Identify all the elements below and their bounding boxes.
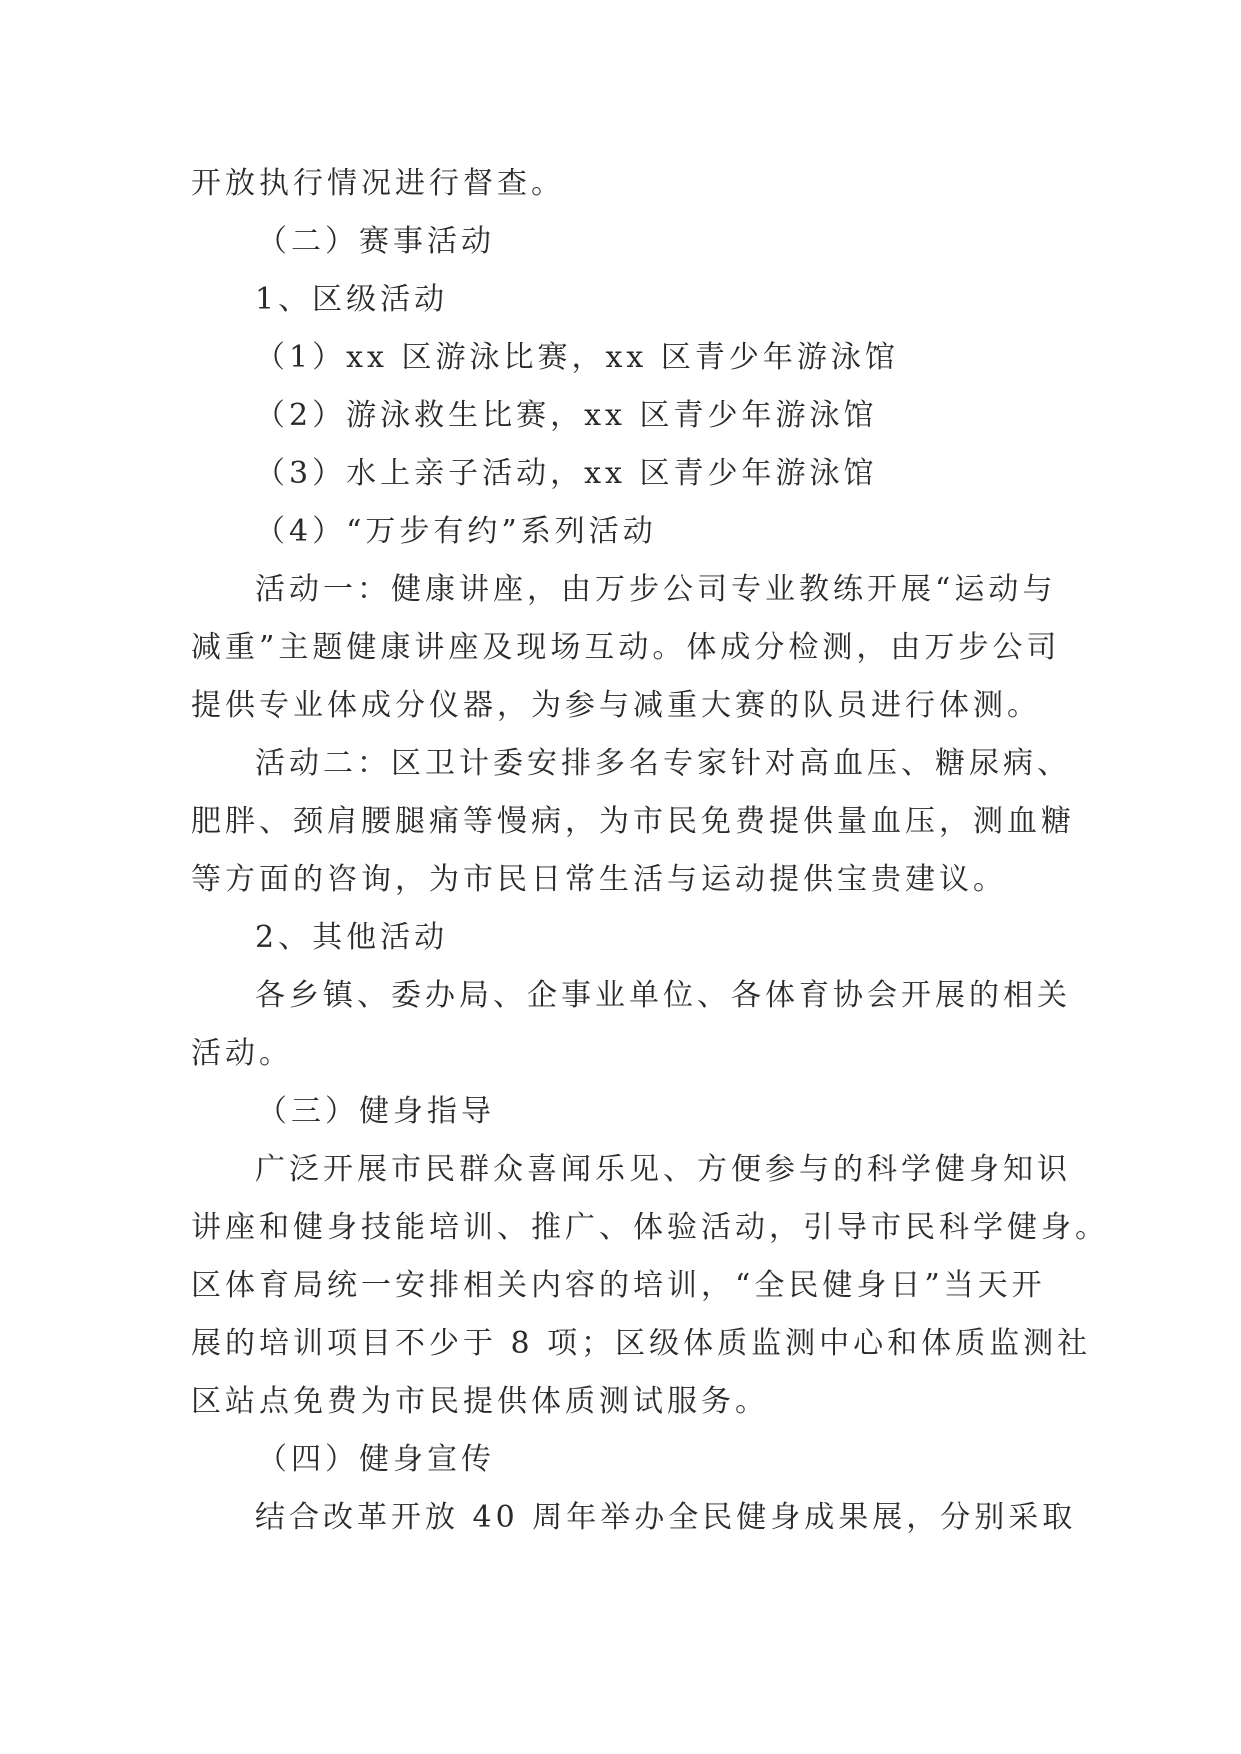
- paragraph-line: 活动。: [191, 1036, 293, 1071]
- paragraph-line: 开放执行情况进行督查。: [191, 166, 565, 201]
- paragraph-line: 活动二：区卫计委安排多名专家针对高血压、糖尿病、: [255, 746, 1071, 781]
- paragraph-line: 各乡镇、委办局、企事业单位、各体育协会开展的相关: [255, 978, 1071, 1013]
- document-page: [191, 155, 1109, 1547]
- subsection-heading: 1、区级活动: [255, 282, 449, 317]
- paragraph-line: 活动一：健康讲座，由万步公司专业教练开展“运动与: [255, 572, 1057, 607]
- paragraph-line: 肥胖、颈肩腰腿痛等慢病，为市民免费提供量血压，测血糖: [191, 804, 1075, 839]
- section-heading: （二）赛事活动: [257, 224, 495, 259]
- section-heading: （三）健身指导: [257, 1094, 495, 1129]
- list-item: （3）水上亲子活动，xx 区青少年游泳馆: [255, 456, 878, 491]
- paragraph-line: 减重”主题健康讲座及现场互动。体成分检测，由万步公司: [191, 630, 1061, 665]
- paragraph-line: 区体育局统一安排相关内容的培训，“全民健身日”当天开: [191, 1268, 1046, 1303]
- list-item: （1）xx 区游泳比赛，xx 区青少年游泳馆: [255, 340, 899, 375]
- paragraph-line: 区站点免费为市民提供体质测试服务。: [191, 1384, 769, 1419]
- paragraph-line: 广泛开展市民群众喜闻乐见、方便参与的科学健身知识: [255, 1152, 1071, 1187]
- list-item: （2）游泳救生比赛，xx 区青少年游泳馆: [255, 398, 878, 433]
- section-heading: （四）健身宣传: [257, 1442, 495, 1477]
- paragraph-line: 提供专业体成分仪器，为参与减重大赛的队员进行体测。: [191, 688, 1041, 723]
- list-item: （4）“万步有约”系列活动: [255, 514, 657, 549]
- paragraph-line: 讲座和健身技能培训、推广、体验活动，引导市民科学健身。: [191, 1210, 1109, 1245]
- paragraph-line: 展的培训项目不少于 8 项；区级体质监测中心和体质监测社: [191, 1326, 1092, 1361]
- subsection-heading: 2、其他活动: [255, 920, 449, 955]
- paragraph-line: 等方面的咨询，为市民日常生活与运动提供宝贵建议。: [191, 862, 1007, 897]
- paragraph-line: 结合改革开放 40 周年举办全民健身成果展，分别采取: [255, 1500, 1077, 1535]
